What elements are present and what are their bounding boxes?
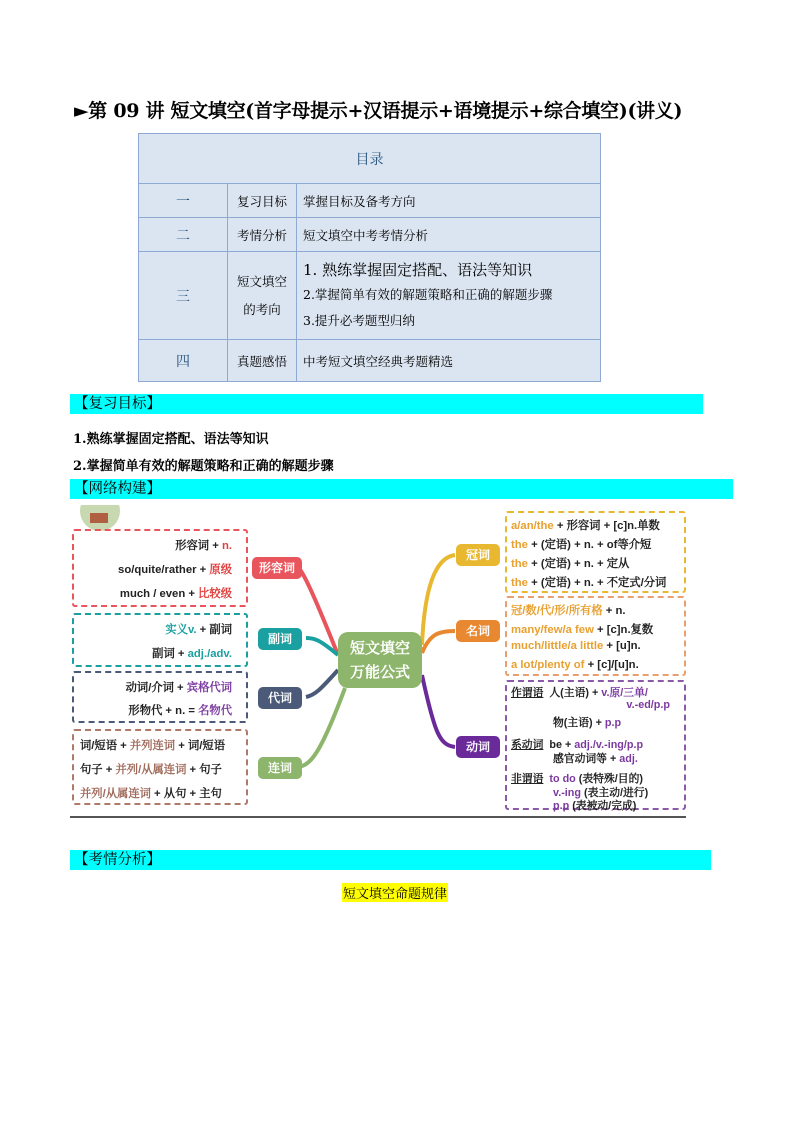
formula-highlight: much/little/a little xyxy=(511,640,604,652)
verb-box xyxy=(505,680,686,810)
formula-text: 形容词 + xyxy=(175,540,222,552)
toc-header: 目录 xyxy=(139,134,601,184)
formula-highlight: p.p xyxy=(604,717,622,729)
formula-text: 动词/介词 + xyxy=(125,682,187,694)
toc-row xyxy=(139,218,601,252)
page-title: ►第 09 讲 短文填空(首字母提示+汉语提示+语境提示+综合填空)(讲义) xyxy=(74,100,683,122)
formula-highlight: n. xyxy=(221,540,232,552)
tag-verb: 动词 xyxy=(456,736,500,758)
toc-name: 真题感悟 xyxy=(228,340,297,382)
formula-highlight: 原级 xyxy=(209,564,232,576)
formula-text: much / even + xyxy=(119,588,199,600)
toc-num: 一 xyxy=(139,184,228,218)
toc-desc xyxy=(297,252,601,340)
toc-desc: 短文填空中考考情分析 xyxy=(297,218,601,252)
noun-box xyxy=(505,596,686,676)
formula-highlight: 冠/数/代/形/所有格 xyxy=(511,605,603,617)
pronoun-box xyxy=(72,671,248,723)
toc-desc-line: 2.掌握简单有效的解题策略和正确的解题步骤 xyxy=(303,286,553,302)
formula-highlight: 并列/从属连词 xyxy=(80,788,151,800)
formula-text: + [c]/[u]n. xyxy=(584,659,639,671)
center-line: 短文填空 xyxy=(349,639,410,657)
formula-text: be + xyxy=(549,739,575,751)
formula-text: 词/短语 + xyxy=(80,740,130,752)
toc-desc: 掌握目标及备考方向 xyxy=(297,184,601,218)
tag-adjective: 形容词 xyxy=(252,557,302,579)
formula-text: + (定语) + n. + of等介短 xyxy=(527,539,652,551)
mind-map-center xyxy=(338,632,422,688)
formula-highlight: adj./adv. xyxy=(187,648,232,660)
formula-text: 副词 + xyxy=(152,648,188,660)
formula-text: + n. xyxy=(602,605,626,617)
formula-highlight: the xyxy=(511,577,528,589)
formula-highlight: 名物代 xyxy=(198,705,232,717)
formula-highlight: v.-ed/p.p xyxy=(626,699,670,711)
toc-name: 复习目标 xyxy=(228,184,297,218)
formula-highlight: 宾格代词 xyxy=(186,682,232,694)
formula-text: (表主动/进行) xyxy=(581,787,649,799)
toc-name: 考情分析 xyxy=(228,218,297,252)
formula-text: + 从句 + 主句 xyxy=(150,788,222,800)
formula-highlight: adj. xyxy=(619,753,638,765)
section-header-review-goals: 【复习目标】 xyxy=(70,394,703,414)
highlighted-subtitle: 短文填空命题规律 xyxy=(342,883,448,902)
tag-conjunction: 连词 xyxy=(258,757,302,779)
tag-pronoun: 代词 xyxy=(258,687,302,709)
toc-num: 四 xyxy=(139,340,228,382)
toc-row xyxy=(139,252,601,340)
formula-text: + (定语) + n. + 不定式/分词 xyxy=(527,577,667,589)
goal-item: 2.掌握简单有效的解题策略和正确的解题步骤 xyxy=(73,459,334,474)
formula-highlight: v.-ing xyxy=(553,787,581,799)
formula-highlight: 并列/从属连词 xyxy=(115,764,187,776)
formula-text: (表被动/完成) xyxy=(569,800,637,812)
formula-text: + 句子 xyxy=(186,764,222,776)
adverb-box xyxy=(72,613,248,667)
formula-highlight: a/an/the xyxy=(511,520,554,532)
formula-text: + [c]n.复数 xyxy=(593,624,654,636)
section-header-network: 【网络构建】 xyxy=(70,479,733,499)
toc-desc-line: 1. 熟练掌握固定搭配、语法等知识 xyxy=(303,260,533,279)
toc-row xyxy=(139,184,601,218)
mind-map xyxy=(70,505,688,817)
formula-highlight: adj./v.-ing/p.p xyxy=(574,739,644,751)
house-icon xyxy=(90,513,108,523)
formula-text: (表特殊/目的) xyxy=(575,773,643,785)
formula-text: 形物代 + n. = xyxy=(128,705,199,717)
formula-highlight: the xyxy=(511,539,528,551)
section-header-analysis: 【考情分析】 xyxy=(70,850,711,870)
formula-highlight: to do xyxy=(549,773,576,785)
toc-desc: 中考短文填空经典考题精选 xyxy=(297,340,601,382)
toc-num: 二 xyxy=(139,218,228,252)
formula-text: so/quite/rather + xyxy=(118,564,210,576)
formula-text: + 形容词 + [c]n.单数 xyxy=(553,520,660,532)
toc-desc-line: 3.提升必考题型归纳 xyxy=(303,312,415,328)
formula-text: 人(主语) + xyxy=(549,687,602,699)
center-line: 万能公式 xyxy=(349,663,410,681)
formula-highlight: 比较级 xyxy=(198,588,232,600)
formula-highlight: 并列连词 xyxy=(129,740,176,752)
verb-category: 系动词 xyxy=(511,739,544,751)
formula-text: 物(主语) + xyxy=(553,717,605,729)
formula-text: 感官动词等 + xyxy=(553,753,620,765)
toc-row xyxy=(139,340,601,382)
toc-num: 三 xyxy=(139,252,228,340)
goal-item: 1.熟练掌握固定搭配、语法等知识 xyxy=(73,432,269,447)
formula-highlight: a lot/plenty of xyxy=(511,659,585,671)
verb-category: 作谓语 xyxy=(511,687,544,699)
conjunction-box xyxy=(72,729,248,805)
formula-text: 句子 + xyxy=(80,764,116,776)
divider xyxy=(70,816,686,818)
formula-highlight: many/few/a few xyxy=(511,624,594,636)
toc-name-line: 短文填空 xyxy=(236,273,287,289)
verb-category: 非谓语 xyxy=(511,773,544,785)
formula-text: + (定语) + n. + 定从 xyxy=(527,558,630,570)
article-box xyxy=(505,511,686,593)
table-of-contents xyxy=(138,133,601,382)
formula-highlight: v.原/三单/ xyxy=(601,687,648,699)
toc-name xyxy=(228,252,297,340)
tag-article: 冠词 xyxy=(456,544,500,566)
adjective-box xyxy=(72,529,248,607)
formula-highlight: 实义v. xyxy=(165,624,197,636)
toc-name-line: 的考向 xyxy=(243,301,281,317)
formula-highlight: p.p xyxy=(553,800,570,812)
formula-text: + 词/短语 xyxy=(175,740,226,752)
formula-text: + [u]n. xyxy=(603,640,641,652)
formula-text: + 副词 xyxy=(196,624,232,636)
tag-adverb: 副词 xyxy=(258,628,302,650)
formula-highlight: the xyxy=(511,558,528,570)
tag-noun: 名词 xyxy=(456,620,500,642)
